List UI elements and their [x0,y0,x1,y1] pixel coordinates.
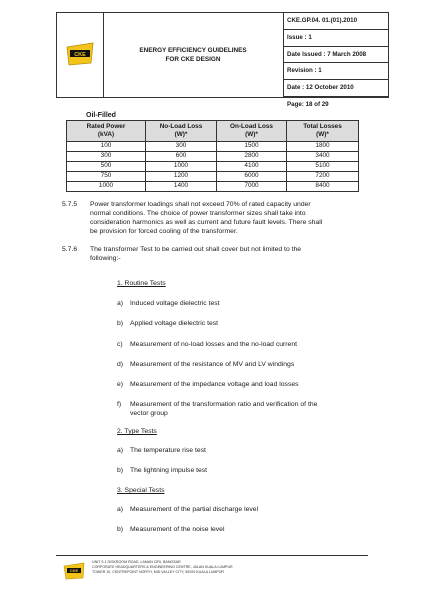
table-cell: 5100 [287,162,359,172]
footer-address [92,560,233,575]
routine-tests-heading: 1. Routine Tests [117,280,166,287]
table-header-text: (W)* [245,131,258,138]
list-marker: b) [117,467,124,474]
page-number: Page: 18 of 29 [287,100,329,108]
table-header-text: (W)* [316,131,329,138]
table-header-cell [146,121,217,142]
table-cell: 300 [67,152,146,162]
table-cell: 1500 [217,142,287,152]
transformer-loss-table [66,120,359,192]
table-header-text: No-Load Loss [159,123,203,130]
list-item: Applied voltage dielectric test [130,320,219,327]
list-item: Induced voltage dielectric test [130,300,220,307]
clause-5-7-5-line-4: be provision for forced cooling of the transformer. [90,228,238,235]
table-cell: 3400 [287,152,359,162]
list-item: Measurement of the partial discharge level [130,506,259,513]
list-item: Measurement of no-load losses and the no-load current [130,341,297,348]
table-cell: 1400 [146,182,217,192]
table-cell: 300 [146,142,217,152]
table-header-cell [67,121,146,142]
doc-number: CKE.GP.04. 01.(01).2010 [284,13,389,30]
table-row [67,182,359,192]
list-marker: f) [117,401,122,408]
list-item: Measurement of the transformation ratio and verification of the [130,401,318,408]
logo-text: CKE [74,51,86,58]
footer-divider [56,555,368,556]
table-cell: 1000 [146,162,217,172]
table-row [67,172,359,182]
table-cell: 4100 [217,162,287,172]
table-row [67,162,359,172]
list-item: Measurement of the impedance voltage and load losses [130,381,299,388]
issue: Issue : 1 [284,30,389,47]
document-header [56,12,389,108]
clause-number-5-7-6: 5.7.6 [62,246,78,253]
table-header-text: Total Losses [303,123,342,130]
clause-5-7-5-line-1: Power transformer loadings shall not exceed 70% of rated capacity under [90,201,311,208]
company-logo [65,41,95,67]
table-row [67,152,359,162]
list-marker: a) [117,447,124,454]
list-marker: c) [117,341,123,348]
clause-5-7-5-line-2: normal conditions. The choice of power transformer sizes shall take into [90,210,306,217]
list-item: Measurement of the resistance of MV and LV windings [130,361,295,368]
type-tests-heading: 2. Type Tests [117,428,157,435]
revision-date: Date : 12 October 2010 [284,80,389,97]
list-item: The temperature rise test [130,447,206,454]
table-cell: 7200 [287,172,359,182]
table-header-text: Rated Power [86,123,126,130]
list-item: Measurement of the noise level [130,526,225,533]
table-cell: 8400 [287,182,359,192]
logo-cell [57,13,104,97]
clause-number-5-7-5: 5.7.5 [62,201,78,208]
special-tests-heading: 3. Special Tests [117,487,165,494]
list-item: The lightning impulse test [130,467,208,474]
revision: Revision : 1 [284,63,389,80]
list-item-continuation: vector group [130,410,168,417]
date-issued: Date Issued : 7 March 2008 [284,47,389,64]
table-cell: 7000 [217,182,287,192]
footer-line-2: CORPORATE HEADQUARTERS & ENGINEERING CENTRE, JALAN KUALA LUMPUR [92,565,233,569]
table-header-cell [287,121,359,142]
table-cell: 6000 [217,172,287,182]
table-header-text: (W)* [174,131,188,138]
title-line-1: ENERGY EFFICIENCY GUIDELINES [139,47,247,54]
footer-logo [63,562,85,580]
clause-5-7-6-line-1: The transformer Test to be carried out shall cover but not limited to the [90,246,302,253]
table-cell: 600 [146,152,217,162]
list-marker: b) [117,320,124,327]
list-marker: d) [117,361,124,368]
footer-line-3: TOWER 10, CENTREPOINT NORTH, MID VALLEY CITY, 59200 KUALA LUMPUR [92,570,225,574]
table-caption: Oil-Filled [86,112,116,119]
table-cell: 500 [67,162,146,172]
table-cell: 2800 [217,152,287,162]
list-marker: a) [117,506,124,513]
table-cell: 750 [67,172,146,182]
document-title [103,13,284,97]
table-header-text: (kVA) [97,131,115,138]
title-line-2: FOR CKE DESIGN [165,56,221,63]
table-header-text: On-Load Loss [230,123,273,130]
document-meta [284,13,389,108]
table-header-cell [217,121,287,142]
table-body [67,142,359,192]
table-cell: 1000 [67,182,146,192]
clause-5-7-5-line-3: consideration harmonics as well as current and future fault levels. There shall [90,219,323,226]
footer-line-1: UNIT 9-1 DISKROOM ROAD, LAMAN CIRI, BANGSAR [92,560,181,564]
list-marker: a) [117,300,124,307]
list-marker: e) [117,381,124,388]
clause-5-7-6-line-2: following:- [90,255,121,262]
table-row [67,142,359,152]
table-cell: 1800 [287,142,359,152]
footer-logo-text: CKE [69,568,79,574]
table-header-row [67,121,359,142]
table-cell: 1200 [146,172,217,182]
table-cell: 100 [67,142,146,152]
list-marker: b) [117,526,124,533]
